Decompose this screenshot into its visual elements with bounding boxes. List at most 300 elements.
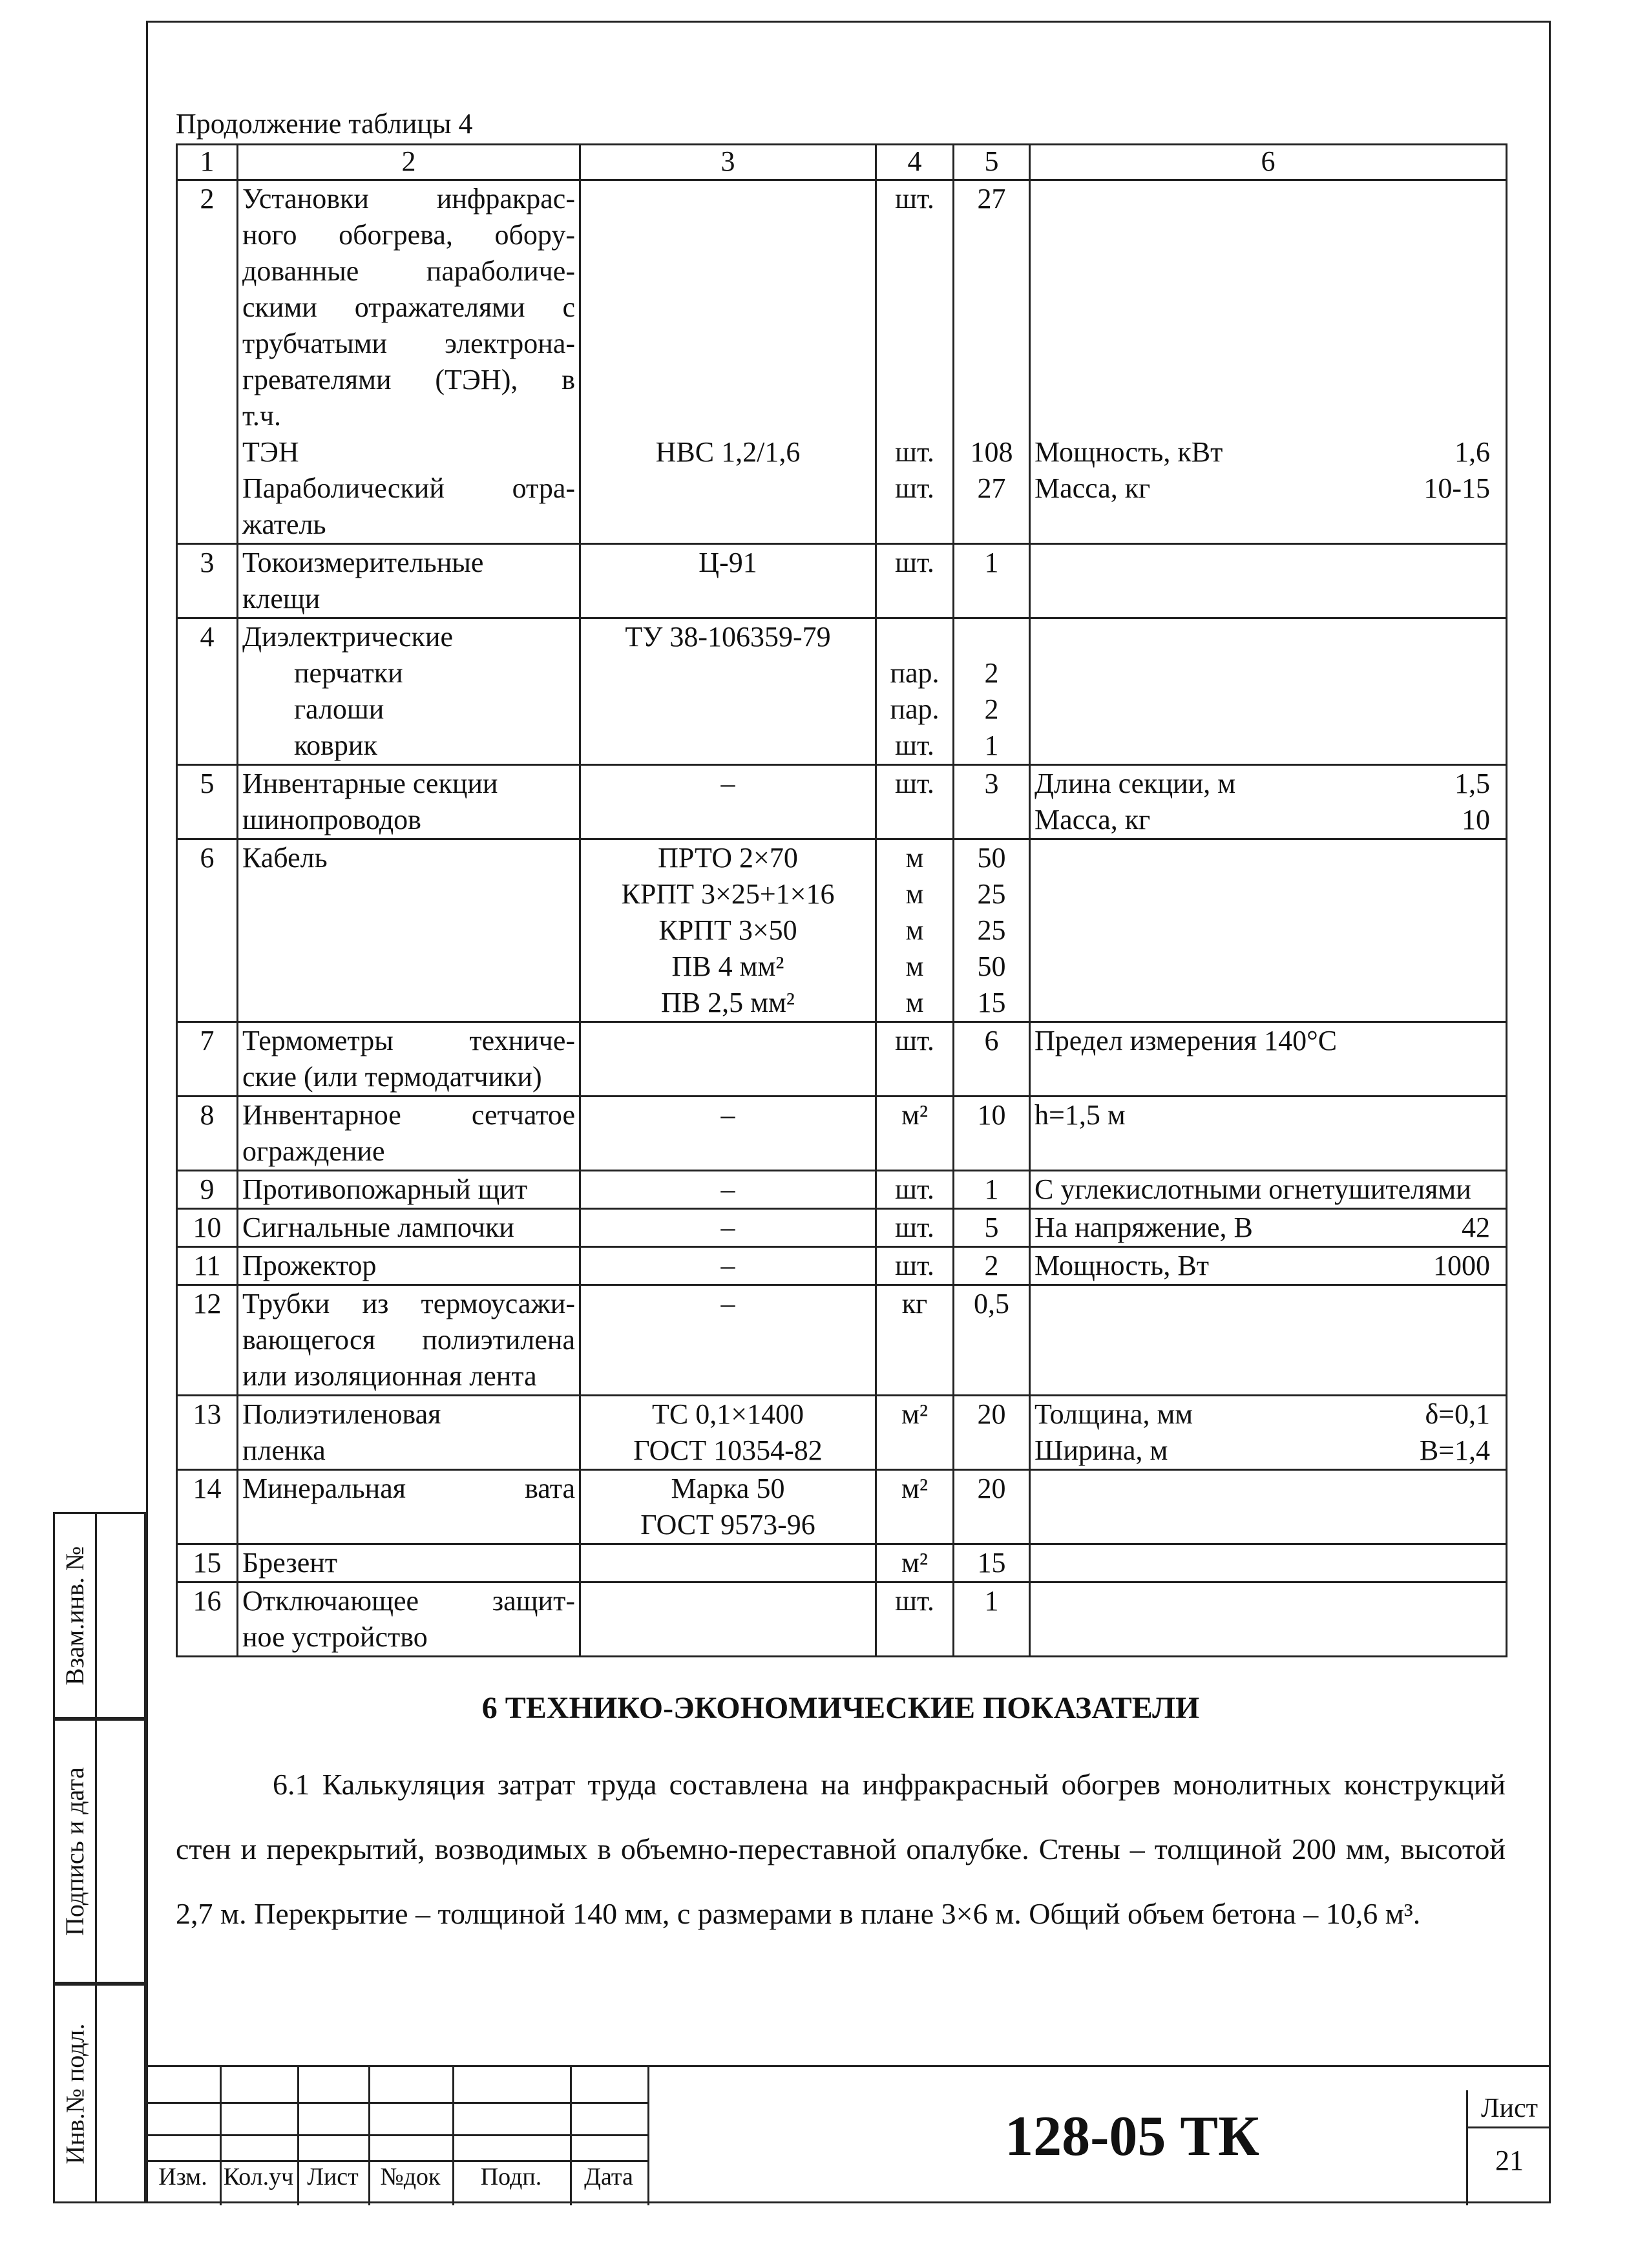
note-key: Ширина, м — [1035, 1434, 1168, 1466]
item-name-cell — [238, 1544, 580, 1582]
table-row — [177, 1544, 1507, 1582]
item-code-line — [585, 1023, 871, 1059]
label-izm: Изм. — [158, 2163, 207, 2190]
item-code-line — [585, 362, 871, 398]
item-unit-cell — [876, 1582, 954, 1657]
label-podp: Подп. — [480, 2163, 542, 2190]
item-code-line — [585, 181, 871, 217]
document-code: 128-05 ТК — [647, 2067, 1615, 2205]
item-note-cell — [1030, 1470, 1507, 1544]
item-code-line: НВС 1,2/1,6 — [655, 436, 801, 468]
item-qty-line: 10 — [977, 1099, 1006, 1131]
item-qty-cell — [954, 618, 1030, 765]
row-number-text: 6 — [200, 842, 215, 874]
table-row — [177, 1285, 1507, 1396]
item-unit-cell — [876, 765, 954, 839]
item-unit-line: шт. — [895, 1212, 934, 1243]
row-number-text: 4 — [200, 621, 215, 653]
row-number — [177, 1022, 238, 1097]
item-note-line — [1035, 507, 1502, 543]
item-unit-line: шт. — [895, 1173, 934, 1205]
item-name-line: пленка — [242, 1434, 326, 1466]
item-code-line: – — [720, 1288, 735, 1319]
item-qty-line: 2 — [984, 693, 999, 725]
item-unit-line: м — [905, 878, 924, 910]
item-qty-line: 108 — [970, 436, 1013, 468]
note-value: 1,6 — [1455, 436, 1490, 468]
item-qty-cell — [954, 1097, 1030, 1171]
note-key: Длина секции, м — [1035, 768, 1236, 799]
item-qty-cell — [954, 1544, 1030, 1582]
row-number — [177, 544, 238, 618]
item-note-line — [1035, 1133, 1502, 1170]
item-name-line: скими отражателями с — [242, 291, 575, 323]
item-code-line — [585, 217, 871, 253]
item-note-line — [1035, 912, 1502, 949]
item-name-line: Установки инфракрас- — [242, 183, 575, 215]
item-qty-line: 25 — [977, 914, 1006, 946]
item-note-line — [1035, 1471, 1502, 1507]
item-name-cell — [238, 1582, 580, 1657]
item-qty-cell — [954, 1582, 1030, 1657]
item-code-cell — [580, 1285, 876, 1396]
item-note-line — [1035, 362, 1502, 398]
item-unit-line — [881, 398, 949, 434]
column-header: 1 — [177, 145, 238, 180]
item-qty-line: 20 — [977, 1398, 1006, 1430]
item-unit-cell — [876, 180, 954, 544]
row-number — [177, 1582, 238, 1657]
item-code-line: ГОСТ 9573-96 — [640, 1509, 815, 1540]
item-note-cell — [1030, 765, 1507, 839]
side-stamp-podpis — [53, 1719, 146, 1984]
item-qty-line — [958, 581, 1025, 617]
item-unit-cell — [876, 1022, 954, 1097]
label-ndok: №док — [380, 2163, 441, 2190]
item-qty-line: 1 — [984, 1585, 999, 1617]
item-qty-line: 1 — [984, 1173, 999, 1205]
item-unit-cell — [876, 839, 954, 1022]
item-note-cell — [1030, 1544, 1507, 1582]
item-unit-line — [881, 326, 949, 362]
item-qty-cell — [954, 1209, 1030, 1247]
table-row — [177, 1396, 1507, 1470]
item-name-cell — [238, 618, 580, 765]
item-name-line: Параболический отра- — [242, 472, 575, 504]
sheet-number: 21 — [1495, 2145, 1524, 2176]
item-unit-line — [881, 1358, 949, 1394]
item-code-cell — [580, 180, 876, 544]
item-qty-line — [958, 1059, 1025, 1095]
table-row — [177, 544, 1507, 618]
item-unit-line: шт. — [895, 183, 934, 215]
item-unit-line: м — [905, 842, 924, 874]
item-qty-cell — [954, 765, 1030, 839]
row-number — [177, 618, 238, 765]
note-value: B=1,4 — [1419, 1434, 1490, 1466]
item-name-line: Диэлектрические — [242, 621, 453, 653]
table-caption: Продолжение таблицы 4 — [176, 108, 473, 140]
label-data: Дата — [584, 2163, 633, 2190]
item-name-cell — [238, 839, 580, 1022]
item-code-line — [585, 802, 871, 838]
item-unit-line: м — [905, 914, 924, 946]
item-unit-cell — [876, 544, 954, 618]
item-code-cell — [580, 765, 876, 839]
item-name-cell — [238, 1022, 580, 1097]
table-row — [177, 1209, 1507, 1247]
item-code-line — [585, 470, 871, 507]
table-row — [177, 1171, 1507, 1209]
item-name-line: трубчатыми электрона- — [242, 328, 575, 359]
item-note-line — [1035, 840, 1502, 876]
item-unit-line — [881, 217, 949, 253]
item-qty-line: 15 — [977, 987, 1006, 1018]
sheet-label: Лист — [1468, 2090, 1551, 2128]
item-name-cell — [238, 1285, 580, 1396]
item-code-line — [585, 253, 871, 289]
item-qty-line: 2 — [984, 657, 999, 689]
item-code-cell — [580, 1097, 876, 1171]
item-note-cell — [1030, 839, 1507, 1022]
row-number — [177, 1097, 238, 1171]
item-name-line: клещи — [242, 583, 320, 614]
row-number-text: 8 — [200, 1099, 215, 1131]
item-note-cell — [1030, 1582, 1507, 1657]
item-unit-line: м² — [901, 1099, 929, 1131]
item-qty-cell — [954, 1396, 1030, 1470]
note-value: 42 — [1462, 1212, 1490, 1243]
sheet-box — [1466, 2090, 1551, 2205]
note-value: δ=0,1 — [1425, 1398, 1490, 1430]
item-qty-line: 1 — [984, 547, 999, 578]
item-qty-line: 50 — [977, 950, 1006, 982]
item-note-line — [1035, 289, 1502, 326]
item-unit-line — [881, 1507, 949, 1543]
item-code-line: ПРТО 2×70 — [658, 842, 798, 874]
item-code-cell — [580, 1544, 876, 1582]
item-name-line: Кабель — [242, 842, 328, 874]
item-unit-cell — [876, 618, 954, 765]
item-name-line: галоши — [294, 693, 384, 725]
item-qty-cell — [954, 1171, 1030, 1209]
item-qty-line: 20 — [977, 1473, 1006, 1504]
item-note-line — [1035, 1023, 1502, 1059]
item-unit-line: пар. — [890, 693, 940, 725]
item-name-line — [242, 985, 575, 1021]
item-qty-line — [958, 326, 1025, 362]
item-name-line: Брезент — [242, 1547, 338, 1579]
item-code-line: КРПТ 3×25+1×16 — [621, 878, 835, 910]
item-note-line — [1035, 326, 1502, 362]
item-name-cell — [238, 1209, 580, 1247]
item-note-line — [1035, 1545, 1502, 1581]
item-code-line — [585, 289, 871, 326]
item-code-line: ГОСТ 10354-82 — [633, 1434, 823, 1466]
table-row — [177, 1022, 1507, 1097]
item-code-cell — [580, 618, 876, 765]
item-qty-line — [958, 362, 1025, 398]
item-name-line: Сигнальные лампочки — [242, 1212, 514, 1243]
item-qty-line: 3 — [984, 768, 999, 799]
table-row — [177, 1247, 1507, 1285]
column-header: 3 — [580, 145, 876, 180]
item-name-line: Прожектор — [242, 1250, 377, 1281]
item-note-line — [1035, 1396, 1502, 1433]
item-qty-line — [958, 253, 1025, 289]
item-unit-line — [881, 289, 949, 326]
item-qty-line — [958, 1133, 1025, 1170]
item-qty-line: 2 — [984, 1250, 999, 1281]
item-note-cell — [1030, 1209, 1507, 1247]
item-qty-cell — [954, 839, 1030, 1022]
note-key: На напряжение, В — [1035, 1212, 1253, 1243]
item-note-line — [1035, 655, 1502, 691]
item-name-line: Минеральная вата — [242, 1473, 575, 1504]
item-note-cell — [1030, 1097, 1507, 1171]
item-name-cell — [238, 544, 580, 618]
item-note-cell — [1030, 1171, 1507, 1209]
item-code-line: Ц-91 — [698, 547, 757, 578]
equipment-table — [176, 143, 1507, 1657]
item-code-line — [585, 581, 871, 617]
item-name-cell — [238, 1396, 580, 1470]
item-note-line — [1035, 1507, 1502, 1543]
item-name-line: Противопожарный щит — [242, 1173, 528, 1205]
item-note-line — [1035, 949, 1502, 985]
row-number-text: 5 — [200, 768, 215, 799]
item-code-line: – — [720, 1250, 735, 1281]
row-number-text: 12 — [193, 1288, 222, 1319]
item-name-line: ские (или термодатчики) — [242, 1061, 542, 1093]
row-number — [177, 1247, 238, 1285]
table-row — [177, 1470, 1507, 1544]
item-name-line: ного обогрева, обору- — [242, 219, 575, 251]
item-note-line — [1035, 434, 1502, 470]
item-code-line — [585, 398, 871, 434]
item-qty-line — [958, 507, 1025, 543]
row-number-text: 10 — [193, 1212, 222, 1243]
item-name-line: Отключающее защит- — [242, 1585, 575, 1617]
item-code-line: ТУ 38-106359-79 — [625, 621, 831, 653]
item-unit-line: шт. — [895, 472, 934, 504]
row-number-text: 15 — [193, 1547, 222, 1579]
item-name-line: ТЭН — [242, 436, 299, 468]
item-code-line — [585, 1583, 871, 1619]
note-value: 1,5 — [1455, 768, 1490, 799]
item-unit-cell — [876, 1171, 954, 1209]
item-note-line — [1035, 1248, 1502, 1284]
note-key: Масса, кг — [1035, 472, 1151, 504]
item-code-line — [585, 691, 871, 728]
row-number-text: 13 — [193, 1398, 222, 1430]
row-number-text: 7 — [200, 1025, 215, 1056]
item-unit-line: шт. — [895, 1585, 934, 1617]
table-row — [177, 765, 1507, 839]
item-unit-line — [881, 802, 949, 838]
item-note-line — [1035, 1583, 1502, 1619]
item-name-line: Термометры техниче- — [242, 1025, 575, 1056]
note-key: Мощность, Вт — [1035, 1250, 1209, 1281]
item-name-line: коврик — [294, 730, 377, 761]
table-row — [177, 839, 1507, 1022]
row-number-text: 11 — [193, 1250, 221, 1281]
item-code-line: – — [720, 768, 735, 799]
item-name-line: жатель — [242, 509, 326, 540]
item-name-line — [242, 912, 575, 949]
item-code-line — [585, 655, 871, 691]
item-qty-line: 27 — [977, 183, 1006, 215]
item-note-cell — [1030, 180, 1507, 544]
item-unit-cell — [876, 1285, 954, 1396]
item-name-cell — [238, 765, 580, 839]
item-note-cell — [1030, 1022, 1507, 1097]
item-name-line: гревателями (ТЭН), в — [242, 364, 575, 395]
item-code-line — [585, 1358, 871, 1394]
item-unit-cell — [876, 1209, 954, 1247]
item-note-cell — [1030, 544, 1507, 618]
item-note-line — [1035, 217, 1502, 253]
item-qty-line — [958, 1619, 1025, 1655]
item-name-line: перчатки — [294, 657, 403, 689]
item-code-cell — [580, 1209, 876, 1247]
item-name-line: т.ч. — [242, 400, 282, 432]
item-note-line — [1035, 581, 1502, 617]
item-code-cell — [580, 839, 876, 1022]
item-note-cell — [1030, 1247, 1507, 1285]
item-unit-line: кг — [901, 1288, 928, 1319]
item-name-line: или изоляционная лента — [242, 1360, 537, 1392]
item-qty-line: 50 — [977, 842, 1006, 874]
item-code-line — [585, 1059, 871, 1095]
side-label-podpis: Подпись и дата — [60, 1767, 90, 1936]
item-unit-line — [881, 362, 949, 398]
paragraph-text: 6.1 Калькуляция затрат труда составлена на инфракрасный обогрев монолитных конструкций стен и перекрытий, возводимых в объемно-переставной опалубке. Стены – толщиной 200 мм, высотой 2,7 м. Перекрытие – толщиной 140 мм, с размерами в плане 3×6 м. Общий объем бетона – 10,6 м³. — [176, 1768, 1506, 1930]
row-number — [177, 180, 238, 544]
item-unit-line: шт. — [895, 1025, 934, 1056]
note-key: Предел измерения 140°С — [1035, 1025, 1338, 1056]
item-note-line — [1035, 619, 1502, 655]
item-unit-line: шт. — [895, 436, 934, 468]
item-name-line: Инвентарное сетчатое — [242, 1099, 575, 1131]
item-name-line — [242, 876, 575, 912]
item-unit-line — [881, 1059, 949, 1095]
item-code-cell — [580, 1396, 876, 1470]
row-number — [177, 1470, 238, 1544]
item-code-cell — [580, 1171, 876, 1209]
item-note-line — [1035, 985, 1502, 1021]
item-note-line — [1035, 1097, 1502, 1133]
item-unit-cell — [876, 1470, 954, 1544]
item-unit-line: шт. — [895, 730, 934, 761]
item-qty-cell — [954, 1247, 1030, 1285]
item-name-cell — [238, 1247, 580, 1285]
item-note-line — [1035, 1433, 1502, 1469]
item-unit-cell — [876, 1247, 954, 1285]
row-number-text: 3 — [200, 547, 215, 578]
item-qty-cell — [954, 1285, 1030, 1396]
item-unit-line: м — [905, 987, 924, 1018]
item-name-cell — [238, 180, 580, 544]
item-code-cell — [580, 1247, 876, 1285]
item-note-line — [1035, 1059, 1502, 1095]
title-block — [146, 2065, 1551, 2205]
row-number-text: 2 — [200, 183, 215, 215]
side-label-zam-inv: Взам.инв. № — [60, 1546, 90, 1685]
column-header: 4 — [876, 145, 954, 180]
item-code-line: ПВ 4 мм² — [671, 950, 784, 982]
item-note-line — [1035, 766, 1502, 802]
item-name-line: Трубки из термоусажи- — [242, 1288, 575, 1319]
item-note-line — [1035, 1286, 1502, 1322]
item-unit-line — [881, 581, 949, 617]
item-qty-line — [958, 619, 1025, 655]
item-note-line — [1035, 1322, 1502, 1358]
item-code-line — [585, 326, 871, 362]
item-note-line — [1035, 545, 1502, 581]
item-qty-line: 1 — [984, 730, 999, 761]
item-qty-line — [958, 217, 1025, 253]
item-name-line: шинопроводов — [242, 804, 421, 835]
item-unit-line: м — [905, 950, 924, 982]
item-note-line — [1035, 1171, 1502, 1208]
section-body — [176, 1752, 1506, 1946]
table-row — [177, 1582, 1507, 1657]
item-unit-cell — [876, 1396, 954, 1470]
item-unit-line — [881, 1133, 949, 1170]
item-qty-line: 5 — [984, 1212, 999, 1243]
row-number-text: 16 — [193, 1585, 222, 1617]
item-note-line — [1035, 876, 1502, 912]
revision-grid — [146, 2067, 647, 2205]
item-qty-line: 27 — [977, 472, 1006, 504]
item-name-line — [242, 1507, 575, 1543]
note-key: h=1,5 м — [1035, 1099, 1126, 1131]
item-code-line: ПВ 2,5 мм² — [660, 987, 795, 1018]
item-qty-line: 25 — [977, 878, 1006, 910]
item-unit-line: шт. — [895, 547, 934, 578]
item-name-line — [242, 949, 575, 985]
item-name-line: вающегося полиэтилена — [242, 1324, 575, 1356]
table-row — [177, 1097, 1507, 1171]
item-code-line: Марка 50 — [671, 1473, 785, 1504]
item-note-line — [1035, 398, 1502, 434]
item-qty-line: 6 — [984, 1025, 999, 1056]
item-note-line — [1035, 253, 1502, 289]
item-code-line: – — [720, 1173, 735, 1205]
table-header-row — [177, 145, 1507, 180]
item-unit-line — [881, 1433, 949, 1469]
label-list: Лист — [307, 2163, 359, 2190]
label-kol-uch: Кол.уч — [223, 2163, 294, 2190]
side-label-inv-podl: Инв.№ подл. — [60, 2023, 90, 2164]
item-name-cell — [238, 1171, 580, 1209]
item-qty-line — [958, 1507, 1025, 1543]
item-code-line: – — [720, 1212, 735, 1243]
item-name-line: Токоизмерительные — [242, 547, 484, 578]
item-code-line — [585, 1619, 871, 1655]
item-code-line — [585, 728, 871, 764]
item-note-line — [1035, 1210, 1502, 1246]
item-qty-line — [958, 289, 1025, 326]
item-code-line — [585, 1545, 871, 1581]
row-number — [177, 765, 238, 839]
item-code-cell — [580, 1582, 876, 1657]
row-number — [177, 839, 238, 1022]
item-unit-cell — [876, 1544, 954, 1582]
item-name-line: Полиэтиленовая — [242, 1398, 441, 1430]
table-row — [177, 618, 1507, 765]
